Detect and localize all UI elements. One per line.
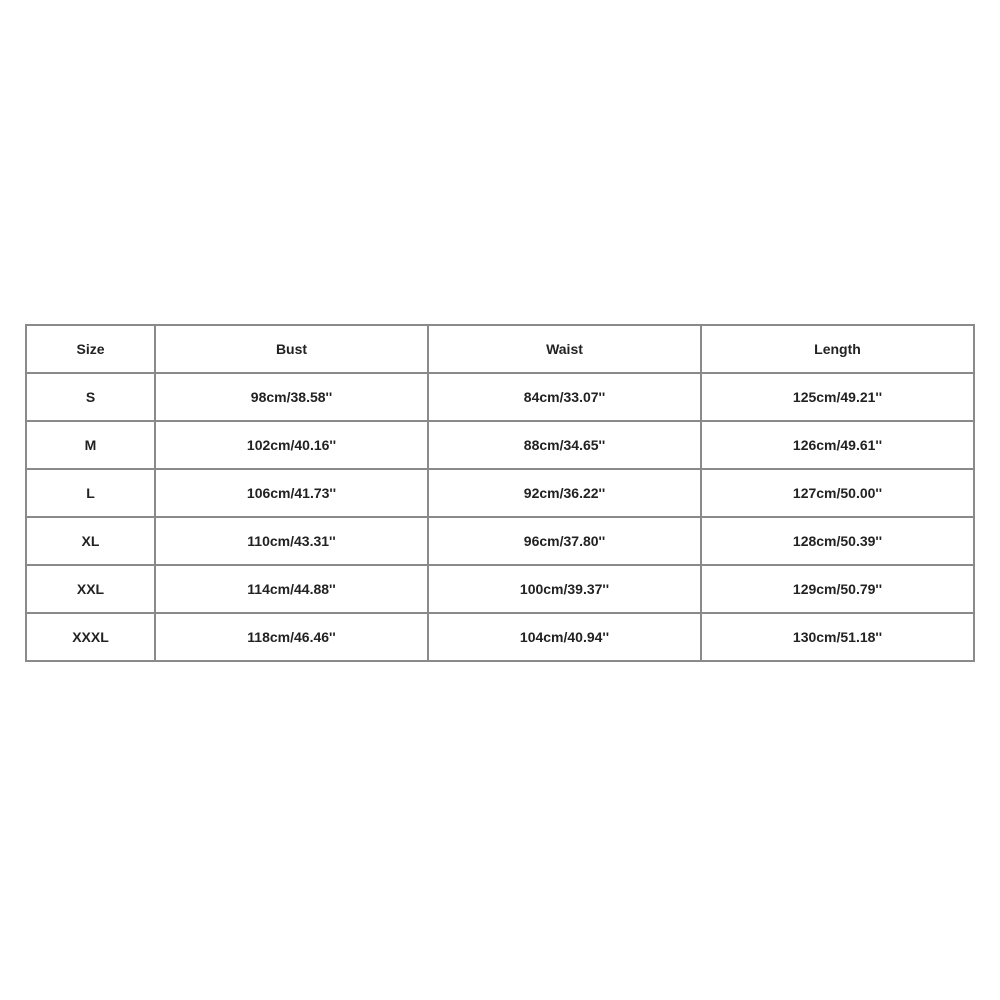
length-cell: 130cm/51.18'' xyxy=(702,614,975,662)
header-bust: Bust xyxy=(156,326,429,374)
header-size: Size xyxy=(27,326,156,374)
header-waist: Waist xyxy=(429,326,702,374)
bust-cell: 114cm/44.88'' xyxy=(156,566,429,614)
table-header-row xyxy=(27,326,975,374)
size-cell: XXL xyxy=(27,566,156,614)
table-row xyxy=(27,614,975,662)
size-cell: S xyxy=(27,374,156,422)
table-row xyxy=(27,518,975,566)
waist-cell: 92cm/36.22'' xyxy=(429,470,702,518)
length-cell: 128cm/50.39'' xyxy=(702,518,975,566)
waist-cell: 84cm/33.07'' xyxy=(429,374,702,422)
bust-cell: 98cm/38.58'' xyxy=(156,374,429,422)
size-cell: L xyxy=(27,470,156,518)
waist-cell: 88cm/34.65'' xyxy=(429,422,702,470)
waist-cell: 100cm/39.37'' xyxy=(429,566,702,614)
waist-cell: 104cm/40.94'' xyxy=(429,614,702,662)
size-cell: M xyxy=(27,422,156,470)
table-row xyxy=(27,374,975,422)
length-cell: 125cm/49.21'' xyxy=(702,374,975,422)
bust-cell: 106cm/41.73'' xyxy=(156,470,429,518)
bust-cell: 118cm/46.46'' xyxy=(156,614,429,662)
bust-cell: 110cm/43.31'' xyxy=(156,518,429,566)
length-cell: 127cm/50.00'' xyxy=(702,470,975,518)
table-row xyxy=(27,470,975,518)
length-cell: 129cm/50.79'' xyxy=(702,566,975,614)
table-row xyxy=(27,566,975,614)
length-cell: 126cm/49.61'' xyxy=(702,422,975,470)
table-row xyxy=(27,422,975,470)
waist-cell: 96cm/37.80'' xyxy=(429,518,702,566)
size-chart-table xyxy=(25,324,975,662)
size-cell: XXXL xyxy=(27,614,156,662)
bust-cell: 102cm/40.16'' xyxy=(156,422,429,470)
size-cell: XL xyxy=(27,518,156,566)
header-length: Length xyxy=(702,326,975,374)
